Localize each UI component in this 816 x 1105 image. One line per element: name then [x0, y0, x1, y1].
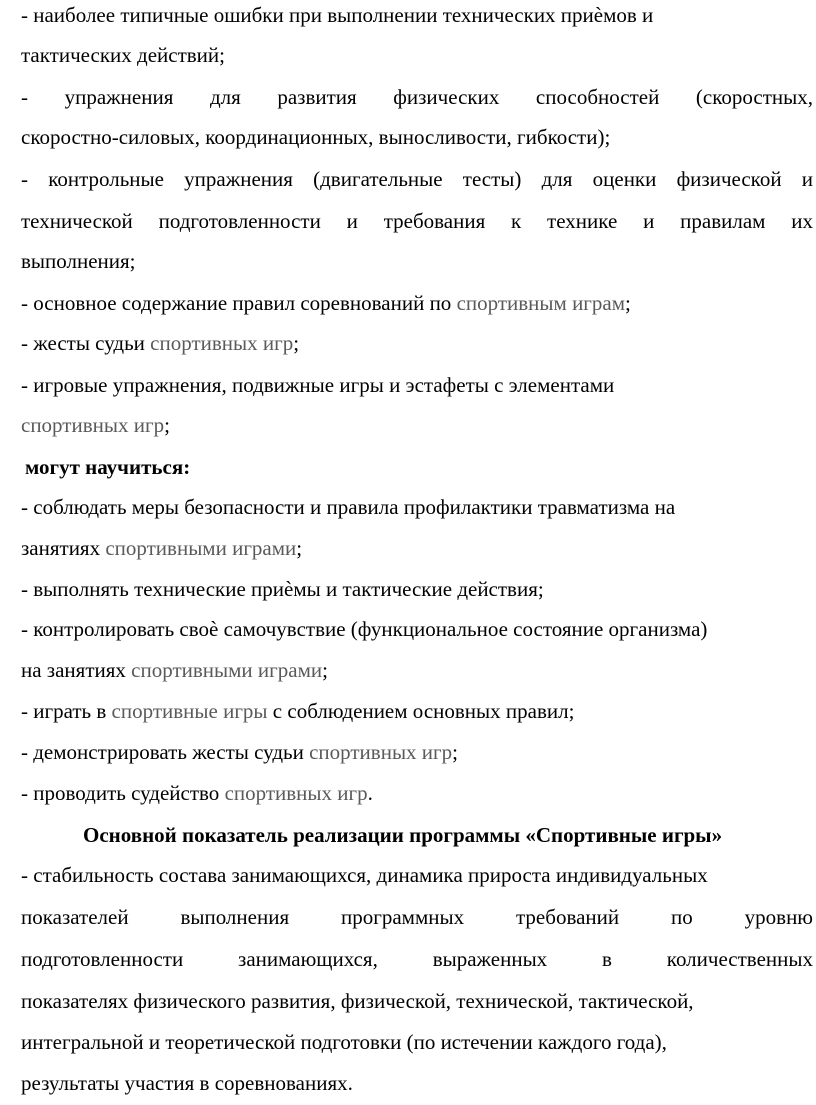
link-text: спортивных игр	[21, 413, 165, 437]
text-fragment: - демонстрировать жесты судьи	[21, 740, 310, 764]
link-text: спортивных игр	[309, 740, 453, 764]
text-fragment: ;	[322, 658, 328, 682]
text-fragment: занятиях	[21, 536, 106, 560]
text-fragment: - основное содержание правил соревнований по	[21, 291, 457, 315]
text-fragment: - проводить судейство	[21, 781, 225, 805]
text-line: - соблюдать меры безопасности и правила профилактики травматизма на	[21, 495, 676, 519]
link-text: спортивные игры	[111, 699, 268, 723]
text-line	[21, 290, 631, 316]
text-line	[21, 780, 373, 806]
link-text: спортивных игр	[224, 781, 368, 805]
link-text: спортивным играм	[456, 291, 626, 315]
link-text: спортивными играми	[131, 658, 323, 682]
text-line	[21, 535, 302, 561]
text-line: технической подготовленности и требования к технике и правилам их	[21, 209, 813, 233]
section-heading: могут научиться:	[25, 455, 191, 479]
text-line: - выполнять технические приѐмы и тактические действия;	[21, 577, 544, 601]
text-line: интегральной и теоретической подготовки (по истечении каждого года),	[21, 1030, 667, 1054]
section-heading: Основной показатель реализации программы «Спортивные игры»	[83, 823, 723, 847]
text-line	[21, 698, 574, 724]
text-fragment: ;	[164, 413, 170, 437]
text-fragment: ;	[625, 291, 631, 315]
text-fragment: - жесты судьи	[21, 331, 151, 355]
link-text: спортивными играми	[105, 536, 297, 560]
text-line: - стабильность состава занимающихся, динамика прироста индивидуальных	[21, 863, 708, 887]
text-line: - контролировать своѐ самочувствие (функциональное состояние организма)	[21, 617, 708, 641]
text-line: показателях физического развития, физической, технической, тактической,	[21, 989, 694, 1013]
text-fragment: ;	[452, 740, 458, 764]
text-fragment: - играть в	[21, 699, 112, 723]
text-line: - наиболее типичные ошибки при выполнении технических приѐмов и	[21, 3, 654, 27]
text-line: - контрольные упражнения (двигательные тесты) для оценки физической и	[21, 167, 813, 191]
link-text: спортивных игр	[150, 331, 294, 355]
text-fragment: .	[367, 781, 373, 805]
text-line	[21, 330, 299, 356]
text-line: выполнения;	[21, 249, 136, 273]
text-line: результаты участия в соревнованиях.	[21, 1071, 353, 1095]
text-fragment: ;	[293, 331, 300, 355]
text-line	[21, 739, 458, 765]
text-line: показателей выполнения программных требований по уровню	[21, 905, 813, 929]
text-fragment: с соблюдением основных правил;	[267, 699, 575, 723]
text-line: - упражнения для развития физических способностей (скоростных,	[21, 85, 813, 109]
text-fragment: на занятиях	[21, 658, 132, 682]
text-line: подготовленности занимающихся, выраженных в количественных	[21, 947, 813, 971]
text-fragment: ;	[296, 536, 303, 560]
text-line	[21, 657, 328, 683]
text-line: - игровые упражнения, подвижные игры и эстафеты с элементами	[21, 373, 615, 397]
text-line: тактических действий;	[21, 43, 225, 67]
text-line	[21, 412, 170, 438]
text-line: скоростно-силовых, координационных, выносливости, гибкости);	[21, 125, 611, 149]
